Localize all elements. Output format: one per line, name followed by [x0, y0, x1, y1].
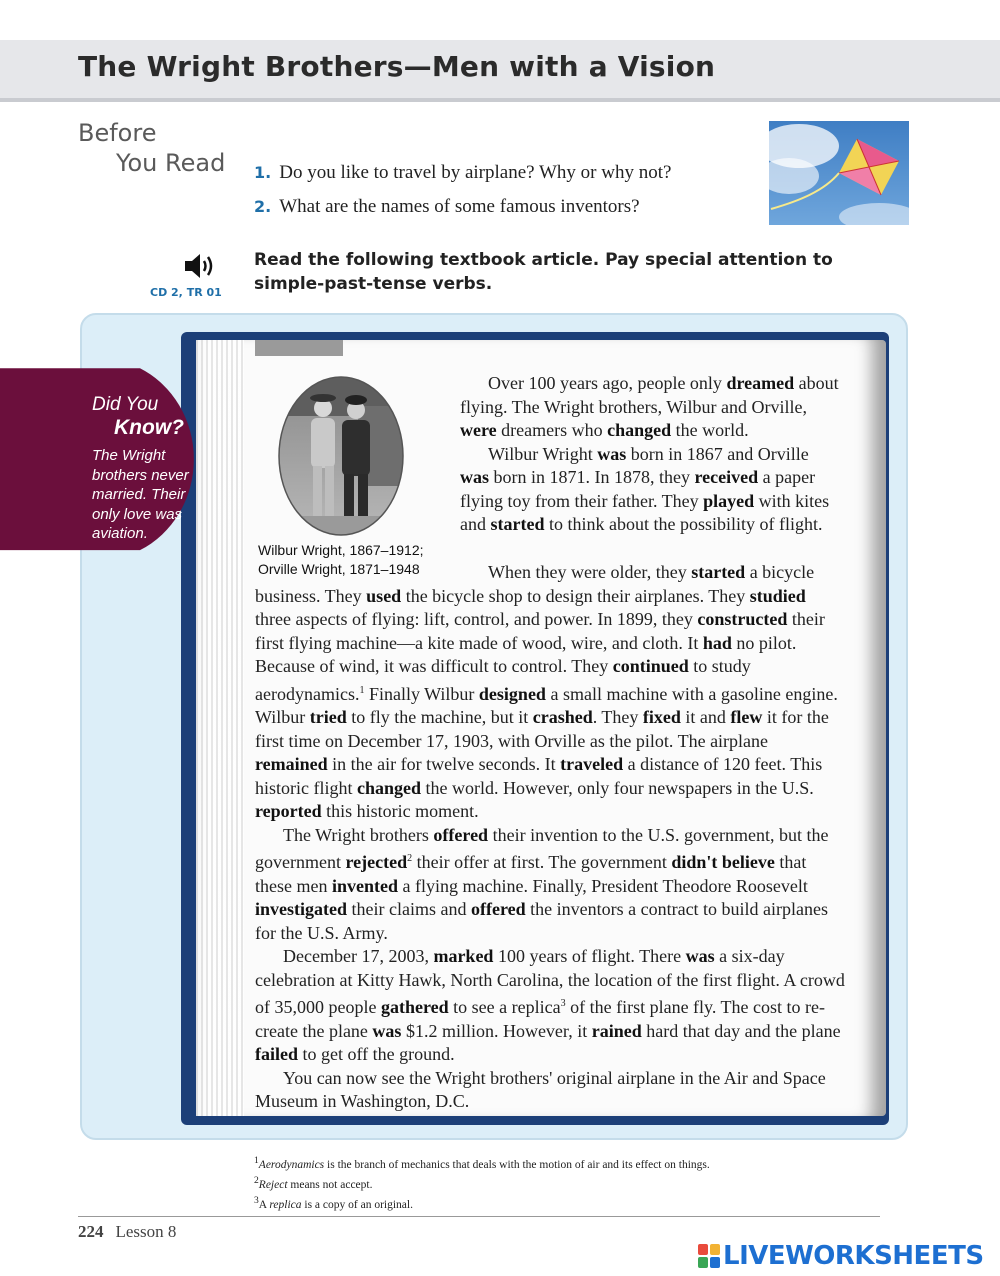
before-heading-line2: You Read	[116, 149, 226, 177]
speaker-icon[interactable]	[183, 252, 217, 280]
question-text: What are the names of some famous inventors?	[279, 196, 640, 217]
paragraph-4: The Wright brothers offered their invention to the U.S. government, but the government rejected$^2$ their offer at first. The government didn't believe that these men invented a flying machine. Finally, President Theodore Roosevelt investigated their claims and offered the inventors a contract to build airplanes for the U.S. Army.	[255, 824, 829, 943]
footnote-item: $^3$A replica is a copy of an original.	[254, 1194, 413, 1211]
footnotes	[254, 1153, 710, 1212]
page-tab-marker	[255, 340, 343, 356]
caption-line1: Wilbur Wright, 1867–1912;	[258, 542, 424, 558]
audio-track-label: CD 2, TR 01	[150, 286, 222, 299]
wright-brothers-photo	[278, 376, 404, 536]
paragraph-1: Over 100 years ago, people only dreamed about flying. The Wright brothers, Wilbur and Orville, were dreamers who changed the world.	[460, 373, 839, 440]
question-list	[254, 156, 671, 224]
page-title: The Wright Brothers—Men with a Vision	[78, 50, 716, 83]
paragraph-6: You can now see the Wright brothers' original airplane in the Air and Space Museum in Washington, D.C.	[255, 1067, 826, 1111]
footer-divider	[78, 1216, 880, 1217]
did-you-know-line1: Did You	[92, 394, 159, 415]
liveworksheets-brand[interactable]	[698, 1240, 984, 1272]
footnote-item: $^1$Aerodynamics is the branch of mechanics that deals with the motion of air and its effect on things.	[254, 1155, 710, 1171]
before-you-read-heading	[78, 118, 225, 178]
question-item	[254, 190, 671, 224]
paragraph-3: When they were older, they started a bicycle business. They used the bicycle shop to design their airplanes. They studied three aspects of flying: lift, control, and power. In 1899, they constructed their first flying machine—a kite made of wood, wire, and cloth. It had no pilot. Because of wind, it was difficult to control. They continued to study aerodynamics.$^1$ Finally Wilbur designed a small machine with a gasoline engine. Wilbur tried to fly the machine, but it crashed. They fixed it and flew it for the first time on December 17, 1903, with Orville as the pilot. The airplane remained in the air for twelve seconds. It traveled a distance of 120 feet. This historic flight changed the world. However, only four newspapers in the U.S. reported this historic moment.	[255, 562, 838, 821]
reading-instruction: Read the following textbook article. Pay special attention to simple-past-tense verbs.	[254, 250, 833, 294]
article-paragraph-top	[460, 372, 840, 537]
liveworksheets-logo-icon	[698, 1244, 720, 1268]
brand-name: LIVEWORKSHEETS	[723, 1241, 984, 1271]
did-you-know-line2: Know?	[114, 416, 184, 439]
footnote-item: $^2$Reject means not accept.	[254, 1174, 373, 1191]
paragraph-2: Wilbur Wright was born in 1867 and Orville was born in 1871. In 1878, they received a paper flying toy from their father. They played with kites and started to think about the possibility of flight.	[460, 443, 830, 534]
caption-line2: Orville Wright, 1871–1948	[258, 561, 420, 577]
question-number: 2.	[254, 197, 272, 216]
paragraph-5: December 17, 2003, marked 100 years of flight. There was a six-day celebration at Kitty Hawk, North Carolina, the location of the first flight. A crowd of 35,000 people gathered to see a replica$^3$ of the first plane fly. The cost to re-create the plane was $1.2 million. However, it rained hard that day and the plane failed to get off the ground.	[255, 946, 845, 1064]
article-paragraph-bottom	[255, 561, 845, 1114]
before-heading-line1: Before	[78, 119, 157, 147]
did-you-know-body: The Wright brothers never married. Their only love was aviation.	[92, 447, 189, 542]
page-number: 224	[78, 1222, 104, 1241]
page-footer	[78, 1222, 176, 1242]
kite-sky-image	[769, 121, 909, 225]
did-you-know-text	[92, 394, 212, 544]
question-number: 1.	[254, 163, 272, 182]
question-item	[254, 156, 671, 190]
question-text: Do you like to travel by airplane? Why or why not?	[279, 162, 672, 183]
lesson-label: Lesson 8	[115, 1222, 177, 1241]
